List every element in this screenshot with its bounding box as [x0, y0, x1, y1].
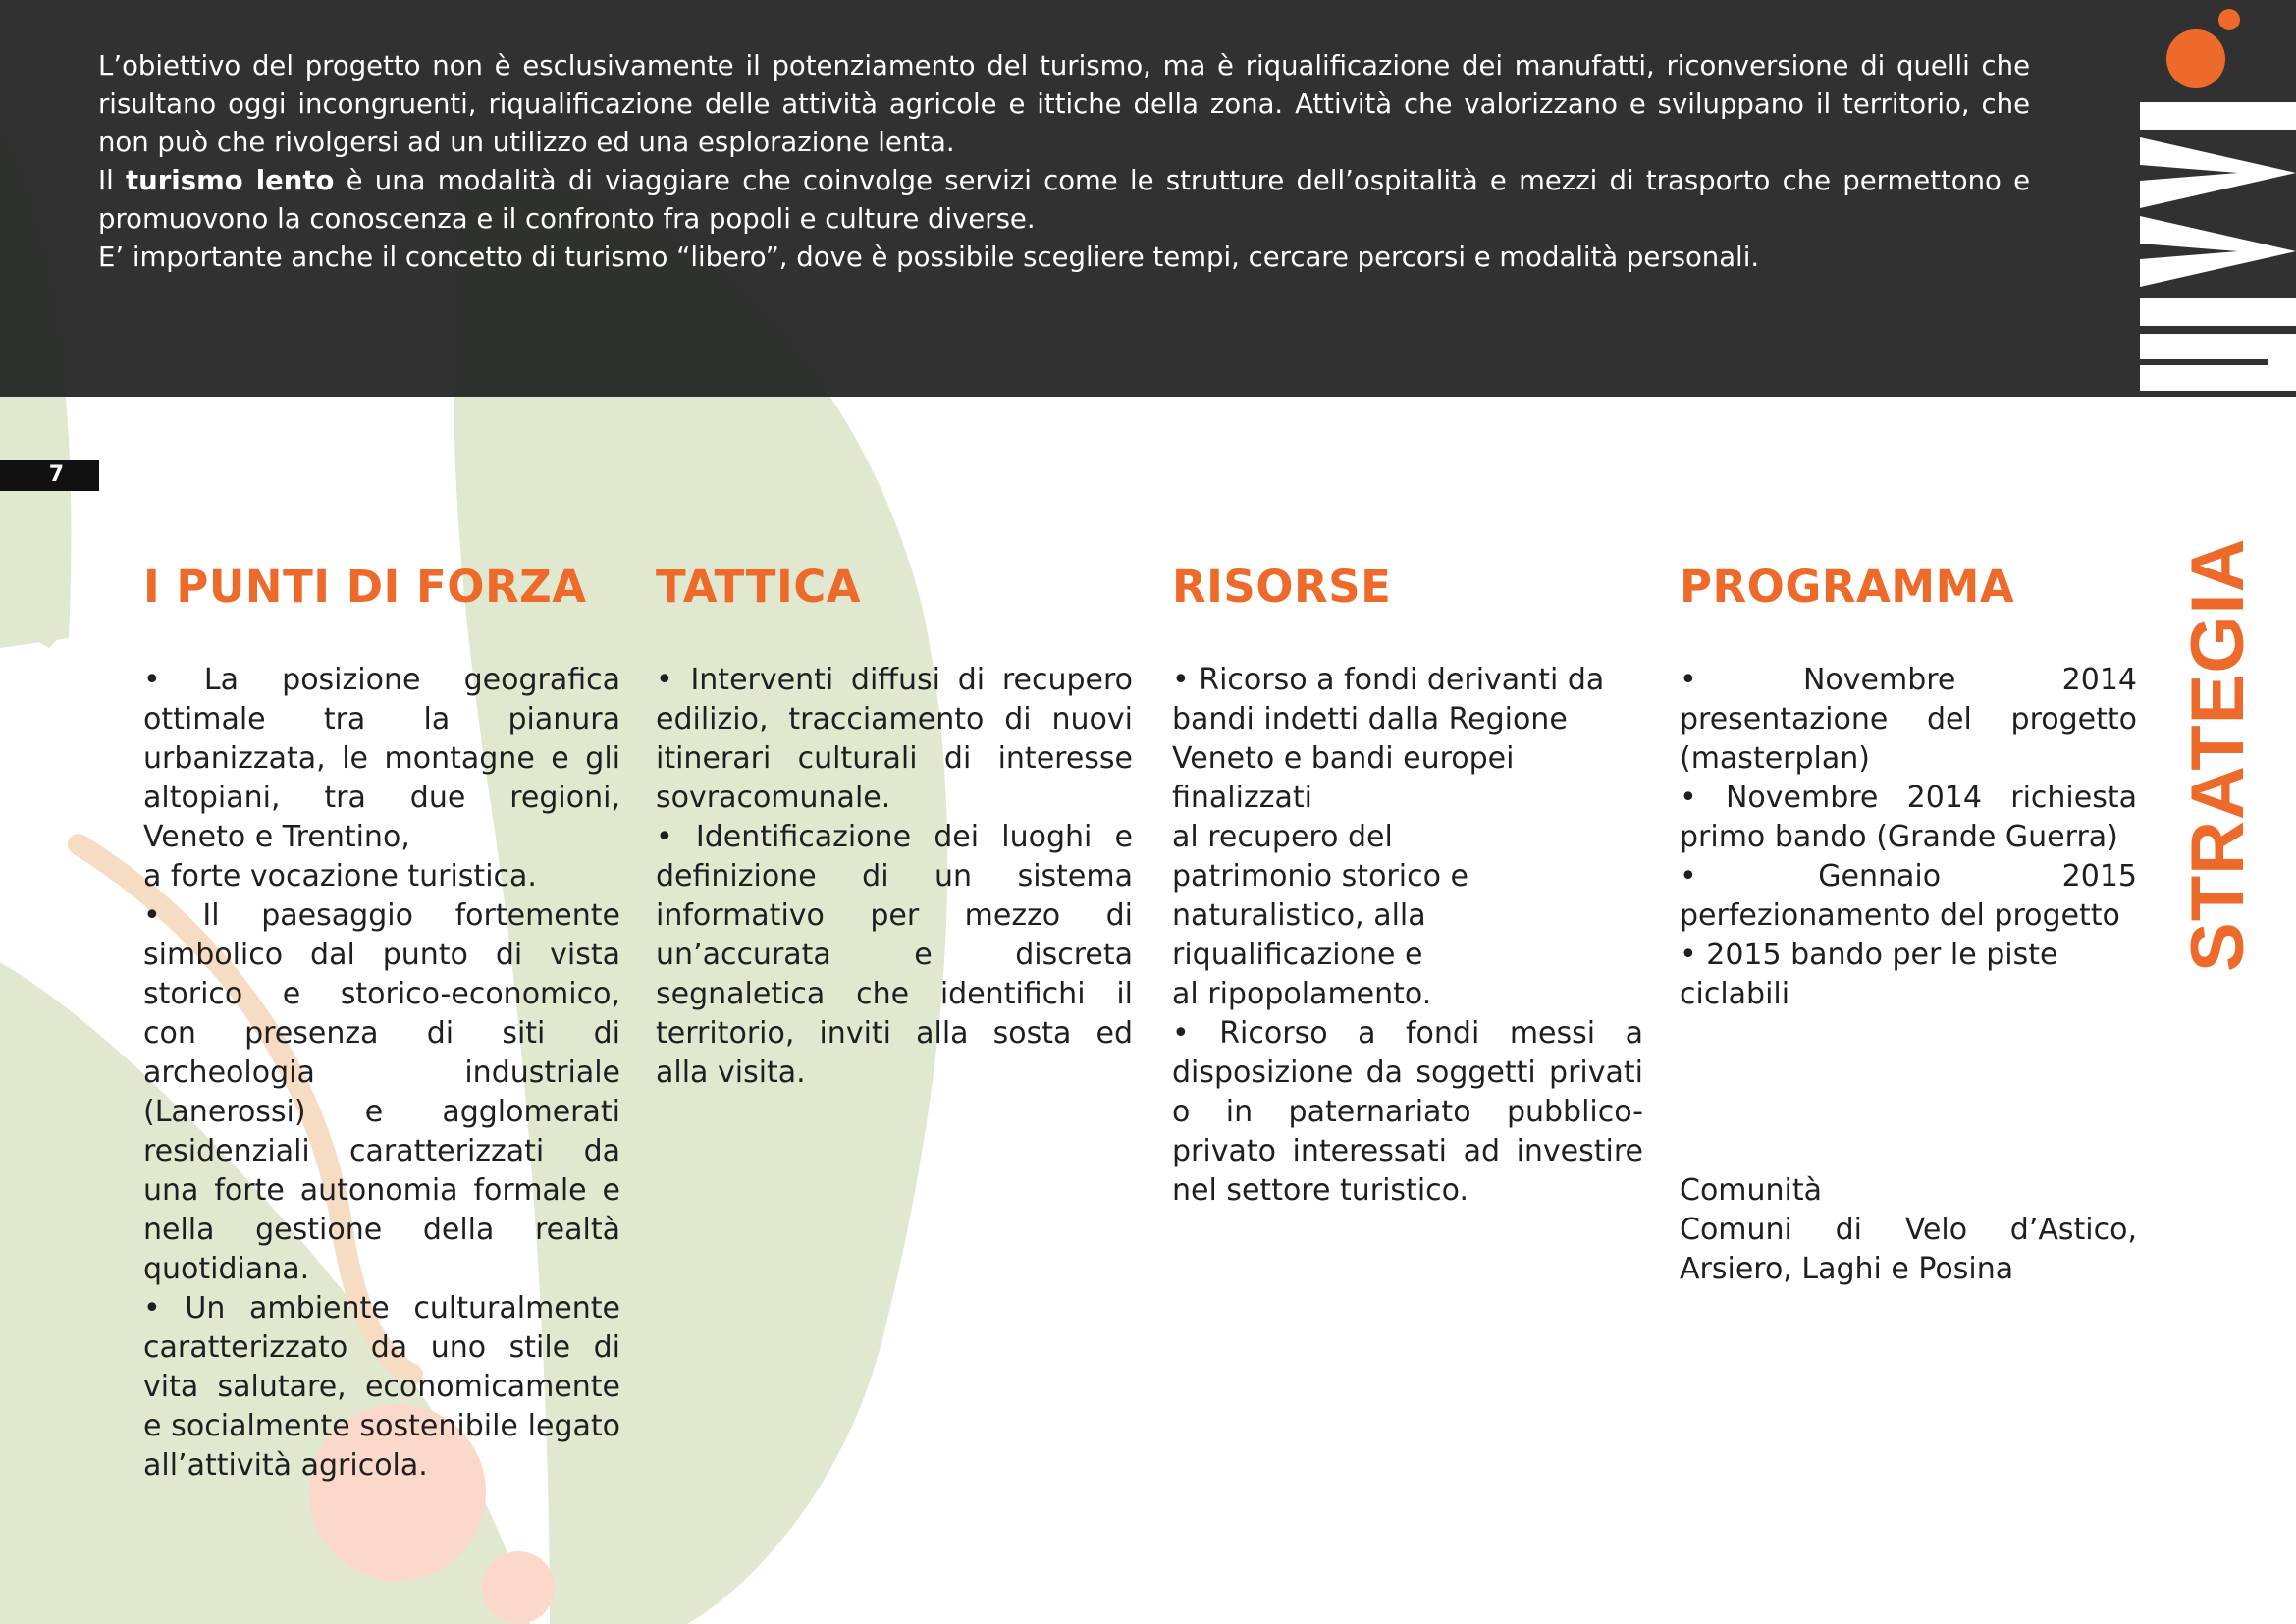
list-item: • Un ambiente culturalmente caratterizzato da uno stile di vita salutare, economicamente e socialmente sostenibile legato all’attività agricola. — [143, 1291, 620, 1483]
column-body-punti-di-forza — [143, 661, 620, 1486]
column-body-programma — [1680, 661, 2137, 1289]
list-item: al ripopolamento. — [1172, 977, 1432, 1011]
list-item: a forte vocazione turistica. — [143, 859, 537, 893]
logo — [2140, 0, 2296, 397]
list-item: • Ricorso a fondi messi a disposizione da soggetti privati o in paternariato pubblico-privato interessati ad investire nel settore turistico. — [1172, 1016, 1643, 1208]
column-title-risorse: RISORSE — [1172, 561, 1392, 613]
column-title-tattica: TATTICA — [656, 561, 862, 613]
list-item: • Il paesaggio fortemente simbolico dal punto di vista storico e storico-economico, con presenza di siti di archeologia industriale (Lanerossi) e agglomerati residenziali caratterizzati da una forte autonomia formale e nella gestione della realtà quotidiana. — [143, 898, 620, 1286]
list-item: • Gennaio 2015 perfezionamento del progetto — [1680, 859, 2137, 933]
intro-paragraph-2-rest: è una modalità di viaggiare che coinvolge servizi come le strutture dell’ospitalità e mezzi di trasporto che permettono e promuovono la conoscenza e il confronto fra popoli e culture diverse. — [98, 165, 2030, 235]
column-title-punti-di-forza: I PUNTI DI FORZA — [143, 561, 587, 613]
list-item: • 2015 bando per le piste ciclabili — [1680, 938, 2058, 1011]
logo-wordmark — [2140, 102, 2296, 391]
intro-paragraph-2 — [98, 162, 2030, 239]
intro-bold-term: turismo lento — [126, 165, 335, 196]
intro-band — [0, 0, 2296, 397]
list-item: • Novembre 2014 richiesta primo bando (Grande Guerra) — [1680, 781, 2137, 854]
logo-dot-icon — [2166, 29, 2225, 88]
column-body-tattica — [656, 661, 1133, 1093]
list-item: • Novembre 2014 presentazione del progetto (masterplan) — [1680, 663, 2137, 776]
column-risorse — [1172, 555, 1643, 1211]
column-body-risorse — [1172, 661, 1643, 1211]
list-item: • Interventi diffusi di recupero edilizio, tracciamento di nuovi itinerari culturali di interesse sovracomunale. — [656, 663, 1133, 815]
column-punti-di-forza — [143, 555, 620, 1486]
programma-footer-line-2: Comuni di Velo d’Astico, Arsiero, Laghi e Posina — [1680, 1213, 2137, 1286]
circle-pink-small — [482, 1551, 555, 1624]
intro-paragraph-2-prefix: Il — [98, 165, 126, 196]
list-item: • Identificazione dei luoghi e definizione di un sistema informativo per mezzo di un’accurata e discreta segnaletica che identifichi il territorio, inviti alla sosta ed alla visita. — [656, 820, 1133, 1090]
logo-dot-small-icon — [2218, 9, 2240, 30]
column-tattica — [656, 555, 1133, 1093]
programma-footer-line-1: Comunità — [1680, 1173, 1823, 1208]
list-item: al recupero del — [1172, 820, 1393, 854]
list-item: patrimonio storico e naturalistico, alla riqualificazione e — [1172, 859, 1468, 972]
page-number: 7 — [0, 460, 99, 491]
column-programma — [1680, 555, 2137, 1289]
section-title-strategia: STRATEGIA — [2176, 537, 2260, 972]
intro-paragraph-1: L’obiettivo del progetto non è esclusivamente il potenziamento del turismo, ma è riqualificazione dei manufatti, riconversione di quelli che risultano oggi incongruenti, riqualificazione delle attività agricole e ittiche della zona. Attività che valorizzano e sviluppano il territorio, che non può che rivolgersi ad un utilizzo ed una esplorazione lenta. — [98, 50, 2030, 158]
list-item: • La posizione geografica ottimale tra la pianura urbanizzata, le montagne e gli altopiani, tra due regioni, Veneto e Trentino, — [143, 663, 620, 854]
intro-text — [98, 47, 2030, 277]
column-title-programma: PROGRAMMA — [1680, 561, 2015, 613]
intro-paragraph-3: E’ importante anche il concetto di turismo “libero”, dove è possibile scegliere tempi, cercare percorsi e modalità personali. — [98, 242, 1760, 273]
list-item: • Ricorso a fondi derivanti da bandi indetti dalla Regione Veneto e bandi europei finalizzati — [1172, 663, 1605, 815]
